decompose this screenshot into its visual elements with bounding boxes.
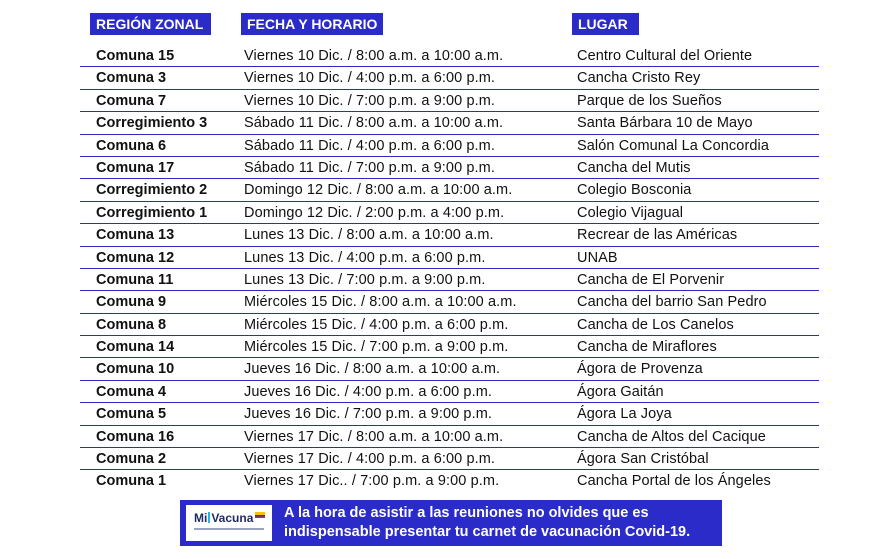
fecha-cell: Sábado 11 Dic. / 8:00 a.m. a 10:00 a.m.: [244, 115, 504, 132]
header-lugar: LUGAR: [572, 13, 639, 35]
lugar-cell: Salón Comunal La Concordia: [577, 137, 770, 154]
fecha-cell: Sábado 11 Dic. / 7:00 p.m. a 9:00 p.m.: [244, 159, 495, 176]
table-row: [80, 426, 819, 448]
logo-vacuna-text: Vacuna: [211, 511, 254, 525]
region-cell: Comuna 17: [96, 159, 175, 176]
region-cell: Comuna 9: [96, 294, 167, 311]
region-cell: Comuna 7: [96, 92, 167, 109]
fecha-cell: Viernes 10 Dic. / 8:00 a.m. a 10:00 a.m.: [244, 48, 504, 64]
lugar-cell: UNAB: [577, 249, 618, 266]
lugar-cell: Santa Bárbara 10 de Mayo: [577, 115, 753, 132]
lugar-cell: Ágora de Provenza: [577, 361, 703, 378]
table-row: [80, 179, 819, 201]
fecha-cell: Lunes 13 Dic. / 7:00 p.m. a 9:00 p.m.: [244, 271, 486, 288]
header-fecha-horario: FECHA Y HORARIO: [241, 13, 383, 35]
region-cell: Comuna 5: [96, 406, 167, 423]
logo-mi-text: Mi: [194, 511, 208, 525]
table-row: [80, 202, 819, 224]
lugar-cell: Cancha Portal de los Ángeles: [577, 473, 771, 490]
table-row: [80, 291, 819, 313]
table-row: [80, 90, 819, 112]
table-row: [80, 336, 819, 358]
region-cell: Comuna 2: [96, 451, 167, 468]
table-row: [80, 269, 819, 291]
region-cell: Corregimiento 2: [96, 182, 208, 199]
table-row: [80, 45, 819, 67]
lugar-cell: Cancha de Los Canelos: [577, 316, 734, 333]
lugar-cell: Colegio Bosconia: [577, 182, 692, 199]
lugar-cell: Cancha de Miraflores: [577, 339, 717, 356]
region-cell: Comuna 4: [96, 383, 167, 400]
fecha-cell: Jueves 16 Dic. / 4:00 p.m. a 6:00 p.m.: [244, 383, 493, 400]
colombia-flag-icon: [255, 512, 265, 518]
table-row: [80, 470, 819, 492]
region-cell: Comuna 1: [96, 473, 167, 490]
table-row: [80, 403, 819, 425]
region-cell: Comuna 6: [96, 137, 167, 154]
lugar-cell: Parque de los Sueños: [577, 92, 722, 109]
fecha-cell: Viernes 17 Dic. / 4:00 p.m. a 6:00 p.m.: [244, 451, 496, 468]
schedule-table: [80, 45, 819, 493]
table-row: [80, 224, 819, 246]
lugar-cell: Cancha de El Porvenir: [577, 271, 725, 288]
fecha-cell: Miércoles 15 Dic. / 7:00 p.m. a 9:00 p.m.: [244, 339, 509, 356]
fecha-cell: Sábado 11 Dic. / 4:00 p.m. a 6:00 p.m.: [244, 137, 495, 154]
fecha-cell: Viernes 10 Dic. / 4:00 p.m. a 6:00 p.m.: [244, 70, 496, 87]
table-row: [80, 157, 819, 179]
lugar-cell: Ágora San Cristóbal: [577, 451, 709, 468]
footer-banner: [180, 500, 722, 546]
region-cell: Comuna 14: [96, 339, 175, 356]
region-cell: Corregimiento 3: [96, 115, 208, 132]
table-row: [80, 358, 819, 380]
lugar-cell: Centro Cultural del Oriente: [577, 48, 753, 64]
fecha-cell: Jueves 16 Dic. / 7:00 p.m. a 9:00 p.m.: [244, 406, 493, 423]
region-cell: Comuna 13: [96, 227, 175, 244]
table-row: [80, 247, 819, 269]
lugar-cell: Cancha Cristo Rey: [577, 70, 701, 87]
fecha-cell: Lunes 13 Dic. / 8:00 a.m. a 10:00 a.m.: [244, 227, 494, 244]
table-row: [80, 381, 819, 403]
fecha-cell: Viernes 17 Dic. / 8:00 a.m. a 10:00 a.m.: [244, 428, 504, 445]
table-row: [80, 448, 819, 470]
region-cell: Comuna 15: [96, 48, 175, 64]
table-row: [80, 135, 819, 157]
fecha-cell: Viernes 17 Dic.. / 7:00 p.m. a 9:00 p.m.: [244, 473, 500, 490]
fecha-cell: Miércoles 15 Dic. / 4:00 p.m. a 6:00 p.m.: [244, 316, 509, 333]
region-cell: Comuna 16: [96, 428, 175, 445]
lugar-cell: Ágora La Joya: [577, 406, 672, 423]
fecha-cell: Miércoles 15 Dic. / 8:00 a.m. a 10:00 a.m.: [244, 294, 517, 311]
region-cell: Comuna 10: [96, 361, 175, 378]
fecha-cell: Domingo 12 Dic. / 8:00 a.m. a 10:00 a.m.: [244, 182, 513, 199]
region-cell: Corregimiento 1: [96, 204, 208, 221]
fecha-cell: Domingo 12 Dic. / 2:00 p.m. a 4:00 p.m.: [244, 204, 505, 221]
region-cell: Comuna 12: [96, 249, 175, 266]
lugar-cell: Recrear de las Américas: [577, 227, 738, 244]
table-row: [80, 314, 819, 336]
header-region-zonal: REGIÓN ZONAL: [90, 13, 211, 35]
lugar-cell: Cancha de Altos del Cacique: [577, 428, 766, 445]
lugar-cell: Colegio Vijagual: [577, 204, 684, 221]
lugar-cell: Ágora Gaitán: [577, 383, 664, 400]
lugar-cell: Cancha del barrio San Pedro: [577, 294, 767, 311]
footer-reminder-text: A la hora de asistir a las reuniones no olvides que es indispensable presentar tu carnet de vacunación Covid-19.: [284, 505, 691, 540]
fecha-cell: Lunes 13 Dic. / 4:00 p.m. a 6:00 p.m.: [244, 249, 486, 266]
mivacuna-logo: [186, 505, 272, 541]
fecha-cell: Viernes 10 Dic. / 7:00 p.m. a 9:00 p.m.: [244, 92, 496, 109]
region-cell: Comuna 11: [96, 271, 174, 288]
region-cell: Comuna 3: [96, 70, 167, 87]
region-cell: Comuna 8: [96, 316, 167, 333]
fecha-cell: Jueves 16 Dic. / 8:00 a.m. a 10:00 a.m.: [244, 361, 501, 378]
lugar-cell: Cancha del Mutis: [577, 159, 691, 176]
table-row: [80, 67, 819, 89]
logo-underline: [194, 528, 264, 530]
table-row: [80, 112, 819, 134]
